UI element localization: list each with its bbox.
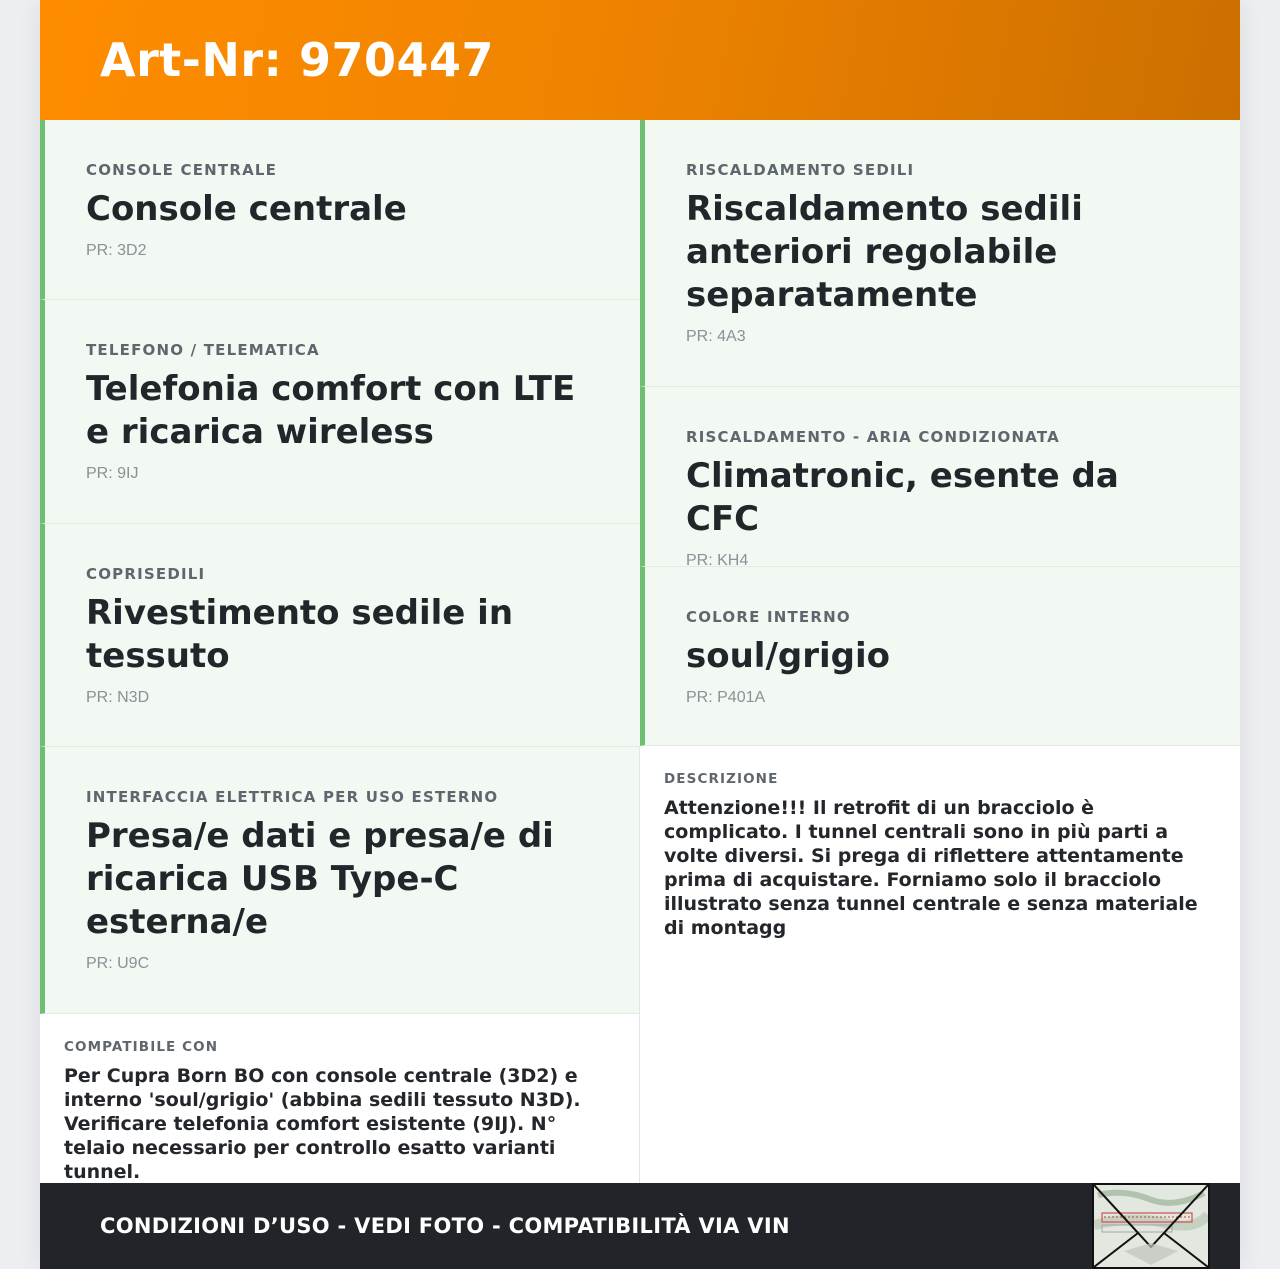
description-text: Attenzione!!! Il retrofit di un bracciolo è complicato. I tunnel centrali sono in più parti a volte diversi. Si prega di riflettere attentamente prima di acquistare. Forniamo solo il bracciolo illustrato senza tunnel centrale e senza materiale di montagg [664,797,1198,939]
feature-pr-code: PR: 4A3 [686,328,746,345]
compatibility-label: COMPATIBILE CON [64,1039,219,1055]
header-bar [40,0,1240,120]
footer-bar [40,1183,1240,1269]
description-label: DESCRIZIONE [664,771,779,787]
feature-category: RISCALDAMENTO - ARIA CONDIZIONATA [686,428,1060,446]
feature-card-telefono [40,300,640,524]
feature-pr-code: PR: 9IJ [86,465,139,482]
footer-text: CONDIZIONI D’USO - VEDI FOTO - COMPATIBILITÀ VIA VIN [100,1214,790,1238]
feature-pr-code: PR: U9C [86,955,150,972]
right-column [640,120,1240,746]
feature-pr-code: PR: N3D [86,689,150,706]
compatibility-section [40,1014,639,1183]
feature-value: Telefonia comfort con LTE e ricarica wireless [86,369,576,452]
description-section [640,746,1240,1183]
feature-value: Presa/e dati e presa/e di ricarica USB Type-C esterna/e [86,816,554,942]
feature-card-console [40,120,640,300]
compatibility-text: Per Cupra Born BO con console centrale (3D2) e interno 'soul/grigio' (abbina sedili tessuto N3D). Verificare telefonia comfort esistente (9IJ). N° telaio necessario per controllo esatto varianti tunnel. [64,1065,581,1183]
feature-pr-code: PR: 3D2 [86,242,147,259]
feature-category: INTERFACCIA ELETTRICA PER USO ESTERNO [86,788,499,806]
feature-pr-code: PR: P401A [686,689,766,706]
feature-card-coprisedili [40,524,640,747]
feature-category: COPRISEDILI [86,565,206,583]
feature-value: Riscaldamento sedili anteriori regolabile separatamente [686,189,1083,315]
feature-card-interfaccia [40,747,640,1014]
feature-pr-code: PR: KH4 [686,552,749,569]
feature-value: soul/grigio [686,636,890,676]
left-column [40,120,640,1014]
feature-category: COLORE INTERNO [686,608,851,626]
envelope-graphic [1094,1185,1208,1267]
registration-document-envelope-icon [1092,1183,1210,1269]
feature-category: RISCALDAMENTO SEDILI [686,161,915,179]
feature-category: CONSOLE CENTRALE [86,161,278,179]
feature-card-climatronic [640,387,1240,567]
feature-card-colore-interno [640,567,1240,746]
feature-value: Console centrale [86,189,407,229]
article-number-title: Art-Nr: 970447 [100,33,495,87]
product-sheet [40,0,1240,1269]
feature-value: Climatronic, esente da CFC [686,456,1119,539]
feature-card-riscaldamento-sedili [640,120,1240,387]
feature-category: TELEFONO / TELEMATICA [86,341,320,359]
feature-value: Rivestimento sedile in tessuto [86,593,514,676]
